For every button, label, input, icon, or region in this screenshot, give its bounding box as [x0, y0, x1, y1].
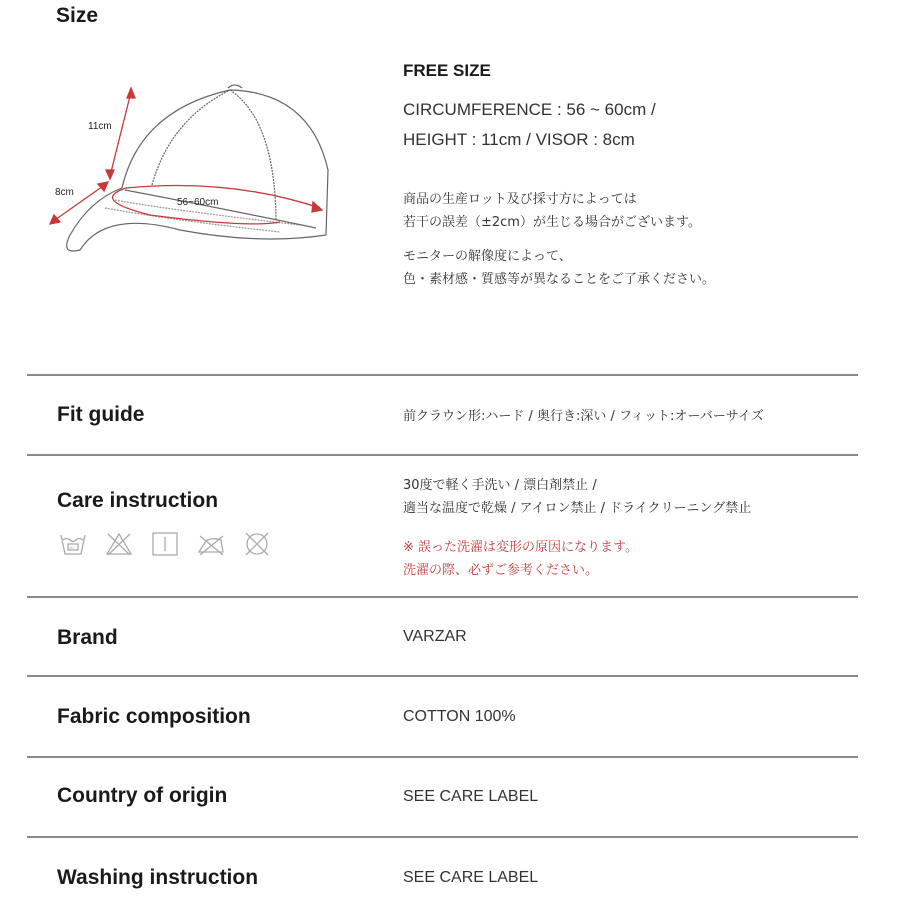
note-line: 若干の誤差（±2cm）が生じる場合がございます。 — [403, 215, 701, 230]
no-iron-icon — [196, 530, 226, 558]
no-dry-clean-icon — [242, 530, 272, 558]
origin-value: SEE CARE LABEL — [403, 788, 539, 805]
size-spec-line: HEIGHT : 11cm / VISOR : 8cm — [403, 130, 635, 149]
size-spec-line: CIRCUMFERENCE : 56 ~ 60cm / — [403, 100, 656, 119]
warning-line: 洗濯の際、必ずご参考ください。 — [403, 563, 599, 578]
divider — [27, 836, 858, 838]
care-line: 30度で軽く手洗い / 漂白剤禁止 / — [403, 478, 597, 493]
size-title: Size — [56, 4, 99, 27]
cap-size-diagram — [30, 60, 350, 280]
svg-text:30: 30 — [69, 545, 74, 550]
hand-wash-30-icon — [58, 530, 88, 558]
fabric-label: Fabric composition — [57, 705, 251, 728]
warning-line: ※ 誤った洗濯は変形の原因になります。 — [403, 540, 638, 555]
visor-label: 8cm — [55, 187, 74, 198]
divider — [27, 596, 858, 598]
dry-flat-icon — [150, 530, 180, 558]
size-note-2 — [403, 245, 715, 291]
fit-guide-label: Fit guide — [57, 403, 145, 426]
divider — [27, 454, 858, 456]
fit-guide-value: 前クラウン形:ハード / 奥行き:深い / フィット:オーバーサイズ — [403, 409, 764, 424]
care-instruction-label: Care instruction — [57, 489, 219, 512]
height-label: 11cm — [88, 121, 112, 132]
divider — [27, 675, 858, 677]
brand-value: VARZAR — [403, 628, 467, 645]
brand-label: Brand — [57, 626, 118, 649]
size-spec-title: FREE SIZE — [403, 61, 491, 80]
size-note-1 — [403, 188, 701, 234]
note-line: 商品の生産ロット及び採寸方によっては — [403, 192, 637, 207]
washing-value: SEE CARE LABEL — [403, 869, 539, 886]
note-line: 色・素材感・質感等が異なることをご了承ください。 — [403, 272, 716, 287]
care-lines — [403, 474, 751, 520]
fabric-value: COTTON 100% — [403, 708, 516, 725]
divider — [27, 374, 858, 376]
no-bleach-icon — [104, 530, 134, 558]
size-spec — [403, 95, 656, 155]
washing-label: Washing instruction — [57, 866, 259, 889]
care-warning — [403, 536, 638, 582]
divider — [27, 756, 858, 758]
care-icons — [58, 530, 272, 558]
care-line: 適当な温度で乾燥 / アイロン禁止 / ドライクリーニング禁止 — [403, 501, 752, 516]
origin-label: Country of origin — [57, 784, 228, 807]
note-line: モニターの解像度によって、 — [403, 249, 572, 264]
circumference-label: 56~60cm — [177, 197, 219, 208]
